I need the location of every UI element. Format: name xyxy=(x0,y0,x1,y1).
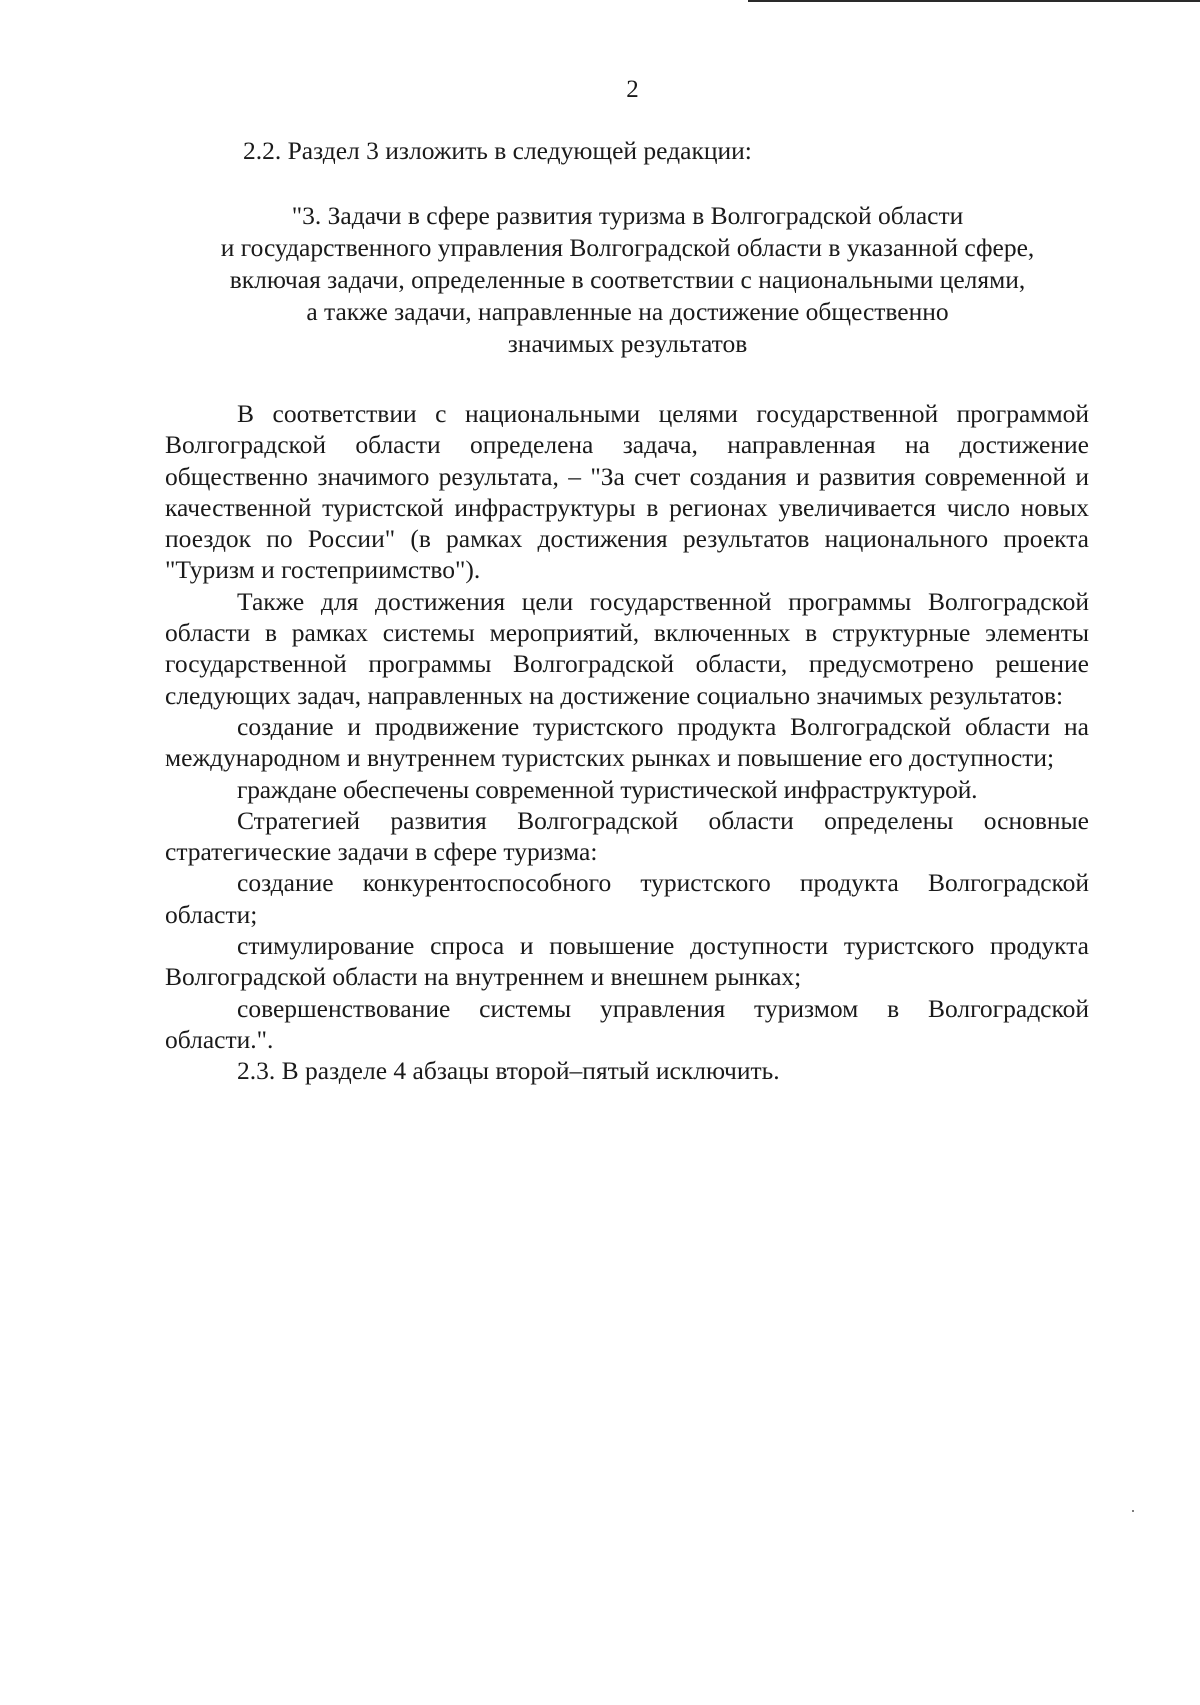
section-heading xyxy=(160,200,1095,360)
paragraph: совершенствование системы управления туризмом в Волгоградской области.". xyxy=(165,993,1089,1054)
scan-edge-line xyxy=(748,0,1200,2)
page-number: 2 xyxy=(626,76,639,103)
paragraph: создание и продвижение туристского продукта Волгоградской области на международном и внутреннем туристских рынках и повышение его доступности; xyxy=(165,711,1089,773)
heading-line: значимых результатов xyxy=(507,329,748,358)
heading-line: а также задачи, направленные на достижение общественно xyxy=(306,297,949,326)
paragraph: 2.3. В разделе 4 абзацы второй–пятый исключить. xyxy=(237,1056,780,1086)
paragraph: Также для достижения цели государственной программы Волгоградской области в рамках системы мероприятий, включенных в структурные элементы государственной программы Волгоградской области, предусмотрено решение следующих задач, направленных на достижение социально значимых результатов: xyxy=(165,586,1089,710)
heading-line: "3. Задачи в сфере развития туризма в Волгоградской области xyxy=(291,201,964,230)
body-text xyxy=(165,398,1089,1087)
paragraph: В соответствии с национальными целями государственной программой Волгоградской области определена задача, направленная на достижение общественно значимого результата, – "За счет создания и развития современной и качественной туристской инфраструктуры в регионах увеличивается число новых поездок по России" (в рамках достижения результатов национального проекта "Туризм и гостеприимство"). xyxy=(165,399,1089,585)
heading-line: включая задачи, определенные в соответствии с национальными целями, xyxy=(229,265,1026,294)
paragraph: граждане обеспечены современной туристической инфраструктурой. xyxy=(237,774,978,804)
paragraph: стимулирование спроса и повышение доступности туристского продукта Волгоградской области на внутреннем и внешнем рынках; xyxy=(165,931,1089,992)
heading-line: и государственного управления Волгоградской области в указанной сфере, xyxy=(220,233,1035,262)
paragraph: создание конкурентоспособного туристского продукта Волгоградской области; xyxy=(165,868,1089,929)
section-title: 2.2. Раздел 3 изложить в следующей редакции: xyxy=(243,136,752,165)
paragraph: Стратегией развития Волгоградской области определены основные стратегические задачи в сфере туризма: xyxy=(165,805,1089,867)
scan-speck xyxy=(1132,1510,1134,1512)
